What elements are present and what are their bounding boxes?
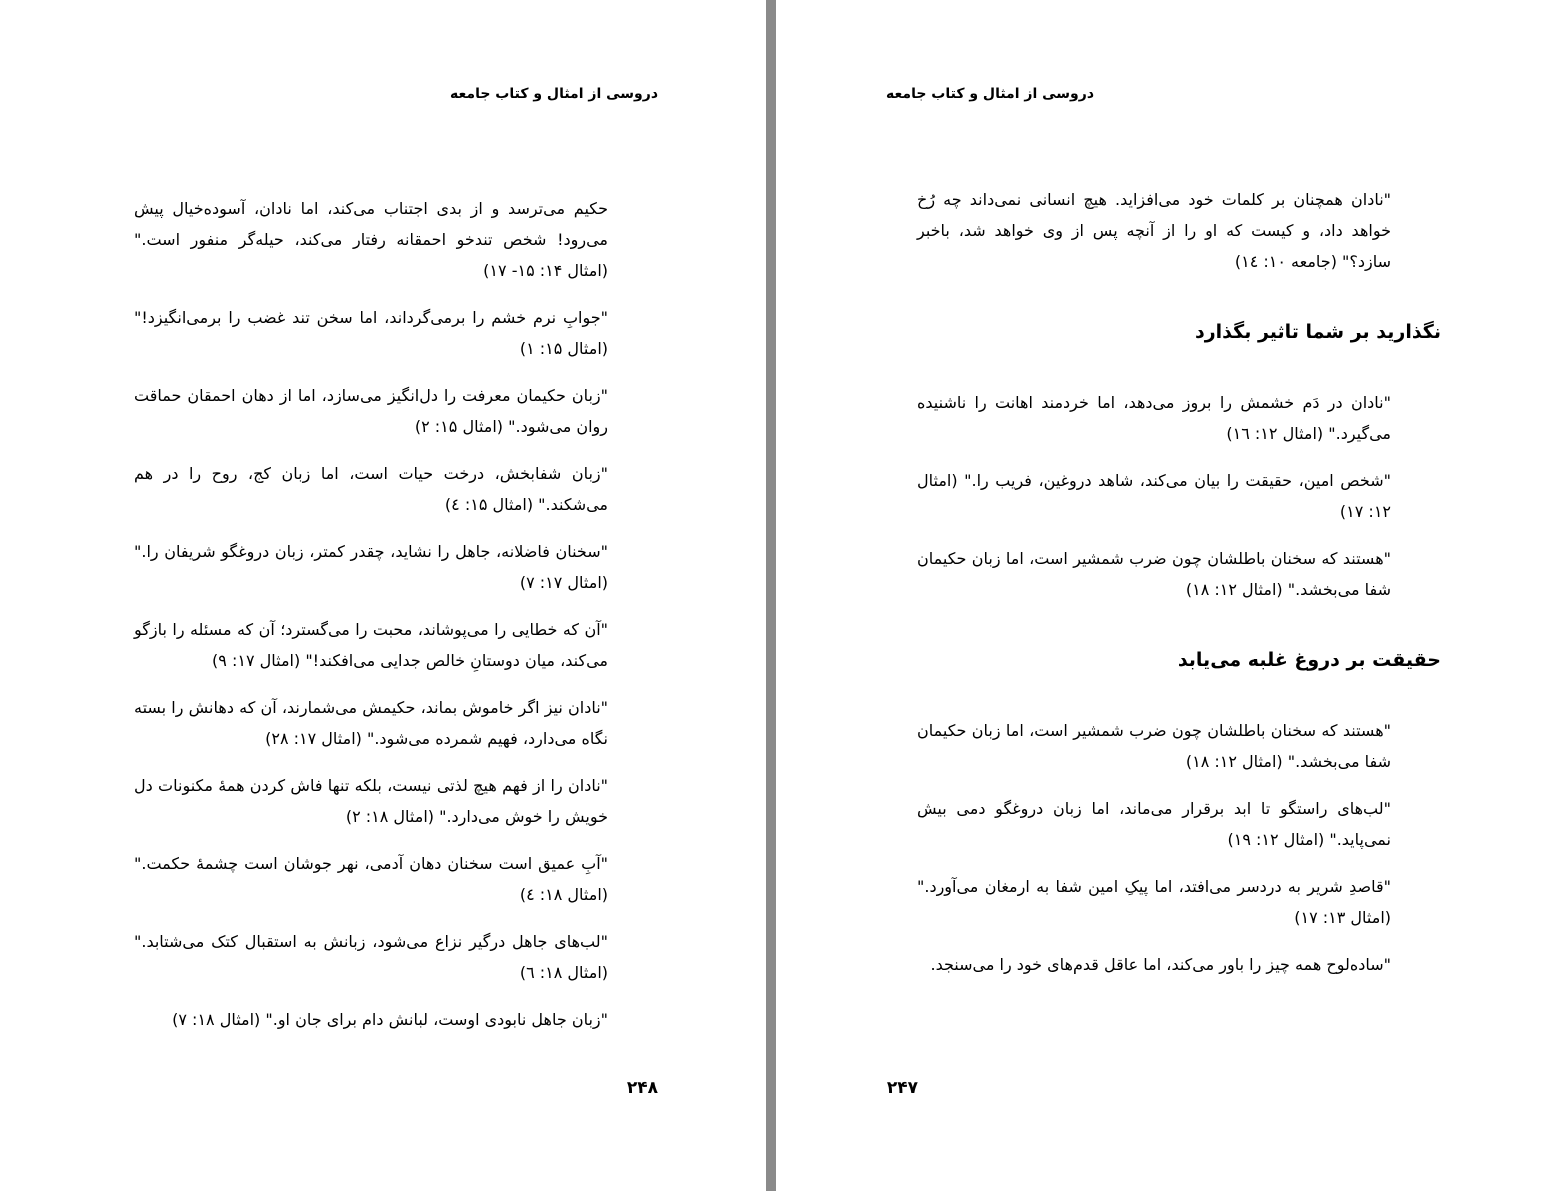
quote-paragraph: "آن که خطایی را می‌پوشاند، محبت را می‌گسترد؛ آن که مسئله را بازگو می‌کند، میان دوستانِ خالص جدایی می‌افکند!" (امثال ۱۷: ۹) (134, 620, 608, 670)
quote-paragraph: "آبِ عمیق است سخنان دهان آدمی، نهر جوشان است چشمهٔ حکمت." (امثال ۱۸: ٤) (134, 854, 608, 904)
section-heading: نگذارید بر شما تاثیر بگذارد (1194, 321, 1441, 343)
book-gutter (766, 0, 776, 1191)
quote-paragraph: "زبان شفابخش، درخت حیات است، اما زبان کج، روح را در هم می‌شکند." (امثال ۱۵: ٤) (134, 464, 608, 514)
section-heading: حقیقت بر دروغ غلبه می‌یابد (1177, 649, 1441, 671)
page-number: ۲۴۷ (886, 1078, 918, 1098)
quote-paragraph: "ساده‌لوح همه چیز را باور می‌کند، اما عاقل قدم‌های خود را می‌سنجد. (930, 955, 1391, 974)
quote-paragraph: "هستند که سخنان باطلشان چون ضرب شمشیر است، اما زبان حکیمان شفا می‌بخشد." (امثال ۱۲: ۱۸) (917, 549, 1391, 599)
quote-paragraph: "نادان نیز اگر خاموش بماند، حکیمش می‌شمارند، آن که دهانش را بسته نگاه می‌دارد، فهیم شمرده می‌شود." (امثال ۱۷: ۲۸) (134, 698, 608, 748)
running-head: دروسی از امثال و کتاب جامعه (886, 86, 1094, 102)
right-text-column (917, 184, 1441, 996)
page-number: ۲۴۸ (626, 1078, 658, 1098)
quote-paragraph: حکیم می‌ترسد و از بدی اجتناب می‌کند، اما نادان، آسوده‌خیال پیش می‌رود! شخص تندخو احمقانه رفتار می‌کند، حیله‌گر منفور است." (امثال ۱۴: ۱۵- ۱۷) (134, 199, 608, 280)
quote-paragraph: "جوابِ نرم خشم را برمی‌گرداند، اما سخن تند غضب را برمی‌انگیزد!" (امثال ۱۵: ۱) (134, 308, 608, 358)
left-page (0, 0, 766, 1191)
quote-paragraph: "نادان را از فهم هیچ لذتی نیست، بلکه تنها فاش کردن همهٔ مکنونات دل خویش را خوش می‌دارد." (امثال ۱۸: ۲) (134, 776, 608, 826)
quote-paragraph: "شخص امین، حقیقت را بیان می‌کند، شاهد دروغین، فریب را." (امثال ۱۲: ۱۷) (917, 471, 1391, 521)
quote-paragraph: "نادان در دَم خشمش را بروز می‌دهد، اما خردمند اهانت را ناشنیده می‌گیرد." (امثال ۱۲: ۱٦) (917, 393, 1391, 443)
quote-paragraph: "زبان جاهل نابودی اوست، لبانش دام برای جان او." (امثال ۱۸: ۷) (172, 1010, 608, 1029)
left-text-column (134, 193, 608, 1051)
quote-paragraph: "قاصدِ شریر به دردسر می‌افتد، اما پیکِ امین شفا به ارمغان می‌آورد." (امثال ۱۳: ۱۷) (917, 877, 1391, 927)
quote-paragraph: "لب‌های جاهل درگیر نزاع می‌شود، زبانش به استقبال کتک می‌شتابد." (امثال ۱۸: ٦) (134, 932, 608, 982)
quote-paragraph: "زبان حکیمان معرفت را دل‌انگیز می‌سازد، اما از دهان احمقان حماقت روان می‌شود." (امثال ۱۵: ۲) (134, 386, 608, 436)
quote-paragraph: "هستند که سخنان باطلشان چون ضرب شمشیر است، اما زبان حکیمان شفا می‌بخشد." (امثال ۱۲: ۱۸) (917, 721, 1391, 771)
quote-paragraph: "نادان همچنان بر کلمات خود می‌افزاید. هیچ انسانی نمی‌داند چه رُخ خواهد داد، و کیست که او را از آنچه پس از وی خواهد شد، باخبر سازد؟" (جامعه ۱۰: ۱٤) (917, 190, 1391, 271)
running-head: دروسی از امثال و کتاب جامعه (450, 86, 658, 102)
quote-paragraph: "لب‌های راستگو تا ابد برقرار می‌ماند، اما زبان دروغگو دمی بیش نمی‌پاید." (امثال ۱۲: ۱۹) (917, 799, 1391, 849)
quote-paragraph: "سخنان فاضلانه، جاهل را نشاید، چقدر کمتر، زبان دروغگو شریفان را." (امثال ۱۷: ۷) (134, 542, 608, 592)
